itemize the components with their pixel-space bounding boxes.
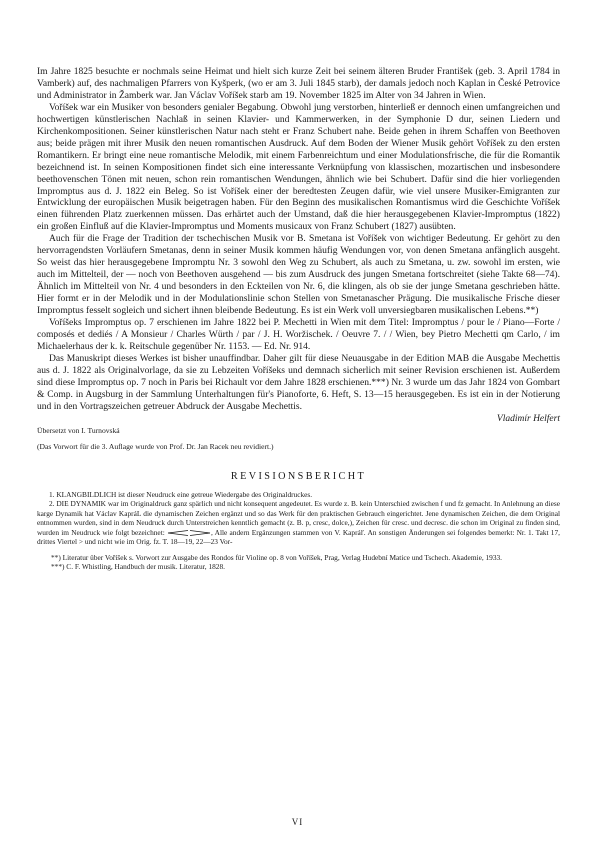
foreword-note: (Das Vorwort für die 3. Auflage wurde von Prof. Dr. Jan Racek neu revidiert.) <box>37 441 274 451</box>
revision-item-2 <box>37 499 560 547</box>
page-number: VI <box>291 817 304 827</box>
section-heading: REVISIONSBERICHT <box>230 470 367 482</box>
paragraph-2: Voříšek war ein Musiker von besonders genialer Begabung. Obwohl jung verstorben, hinterließ er dennoch einen umfangreichen und hochwertigen künstlerischen Nachlaß in seinen Klavier- und Kammerwerken, in der Symphonie D dur, seinen Liedern und Kirchenkompositionen. Seiner künstlerischen Natur nach steht er Franz Schubert nahe. Beide gehen in ihrem Schaffen von Beethoven aus; beide prägen mit ihrer Musik den neuen romantischen Ausdruck. Auf dem Boden der Wiener Musik gehört Voříšek zu den ersten Romantikern. Er bringt eine neue romantische Melodik, mit einem Farbenreichtum und einer Modulationsfrische, die für die Romantik bezeichnend ist. In seinen Kompositionen findet sich eine interessante Verknüpfung von klassischen, mozartischen und insbesondere beethovenschen Tönen mit neuen, schon rein romantischen Wendungen, ähnlich wie bei Schubert. Dafür sind die hier vorliegenden Impromptus aus d. J. 1822 ein Beleg. So ist Voříšek einer der beredtesten Zeugen dafür, wie viel unsere Musiker-Emigranten zur Entwicklung der europäischen Musik beigetragen haben. Für den Beginn des musikalischen Romantismus wird die Geschichte Voříšek einen führenden Platz zuerkennen müssen. Das erhärtet auch der Umstand, daß die hier herausgegebenen Klavier-Impromptus (1822) ein großen Einfluß auf die Klavier-Impromptus und Moments musicaux von Franz Schubert (1827) ausübten. <box>37 101 560 233</box>
footnotes <box>37 553 560 572</box>
footnote-2: ***) C. F. Whistling, Handbuch der musik. Literatur, 1828. <box>51 562 225 572</box>
paragraph-5: Das Manuskript dieses Werkes ist bisher unauffindbar. Daher gilt für diese Neuausgabe in der Edition MAB die Ausgabe Mechettis aus d. J. 1822 als Originalvorlage, da sie zu Lebzeiten Voříšeks und demnach sicherlich mit seiner Revision erschienen ist. Außerdem sind diese Impromptus op. 7 noch in Paris bei Richault vor dem Jahre 1828 erschienen.***) Nr. 3 wurde um das Jahr 1824 von Gombart & Comp. in Augsburg in der Sammlung Unterhaltungen für's Pianoforte, 6. Heft, S. 13—15 herausgegeben. Es ist ein in der Notierung und in den Vortragszeichen getreuer Abdruck der Ausgabe Mechettis. <box>37 352 560 412</box>
footnote-1: **) Literatur über Voříšek s. Vorwort zur Ausgabe des Rondos für Violine op. 8 von Voříšek, Prag, Verlag Hudební Matice und Tschech. Akademie, 1933. <box>51 552 503 562</box>
paragraph-3: Auch für die Frage der Tradition der tschechischen Musik vor B. Smetana ist Voříšek von wichtiger Bedeutung. Er gehört zu den hervorragendsten Vorläufern Smetanas, denn in seiner Musik kommen häufig Wendungen vor, von denen Smetana anfänglich ausgeht. So weist das hier herausgegebene Impromptu Nr. 3 sowohl den Weg zu Schubert, als auch zu Smetana, u. zw. sowohl im ersten, wie auch im Mittelteil, der — noch von Beethoven ausgehend — bis zum Ausdruck des jungen Smetana fortschreitet (siehe Takte 68—74). Ähnlich im Mittelteil von Nr. 4 und besonders in den Eckteilen von Nr. 6, die klingen, als ob sie der junge Smetana geschrieben hätte. Hier formt er in der Melodik und in der Modulationslinie schon Stellen von Smetanascher Prägung. Die musikalische Frische dieser Impromptus fesselt sogleich und sichert ihnen bleibende Bedeutung. Es ist ein Werk voll unversiegbaren musikalischen Lebens.**) <box>37 233 560 317</box>
decrescendo-symbol <box>189 530 211 536</box>
document-page <box>37 66 560 572</box>
revision-item-2-text-a: 2. DIE DYNAMIK war im Originaldruck ganz spärlich und nicht konsequent angedeutet. Es wurde z. B. kein Unterschied zwischen f und fz gemacht. In Anlehnung an diese karge Dynamik hat Václav KapráL die dynamischen Zeichen ergänzt und so das Werk für den praktischen Gebrauch eingerichtet. Jene dynamischen Zeichen, die dem Original entnommen wurden, sind in dem Neudruck durch Unterstreichen kenntlich gemacht (z. B. p, cresc, dolce,), Zeichen für cresc. und decresc. die schon im Original zu finden sind, wurden im Neudruck wie folgt bezeichnet: <box>37 499 560 537</box>
revision-item-1: 1. KLANGBILDLICH ist dieser Neudruck eine getreue Wiedergabe des Originaldruckes. <box>49 489 313 499</box>
translator-note: Übersetzt von I. Turnovská <box>37 425 120 435</box>
paragraph-1: Im Jahre 1825 besuchte er nochmals seine Heimat und hielt sich kurze Zeit bei seinem älteren Bruder František (geb. 3. April 1784 in Vamberk) auf, des nachmaligen Pfarrers von Kyšperk, (wo er am 3. Juli 1845 starb), der damals jedoch noch Kaplan in České Petrovice und Administrator in Žamberk war. Jan Václav Voříšek starb am 19. November 1825 im Alter von 34 Jahren in Wien. <box>37 66 560 101</box>
author-signature: Vladimír Helfert <box>496 413 560 424</box>
paragraph-4: Voříšeks Impromptus op. 7 erschienen im Jahre 1822 bei P. Mechetti in Wien mit dem Titel: Impromptus / pour le / Piano—Forte / composés et dediés / A Monsieur / Charles Würth / par / J. H. Woržischek. / Oeuvre 7. / / Wien, bey Pietro Mechetti qm Carlo, / im Michaelerhaus der k. k. Reitschule gegenüber Nr. 1153. — Ed. Nr. 914. <box>37 317 560 352</box>
crescendo-symbol <box>167 530 189 536</box>
revision-item-2-text-b: , Alle andern Ergänzungen stammen von V. Kapráľ. An sonstigen Änderungen sei folgendes bemerkt: Nr. 1. Takt 17, drittes Viertel > und nicht wie im Orig. fz. T. 18—19, 22—23 Vor- <box>37 527 560 547</box>
